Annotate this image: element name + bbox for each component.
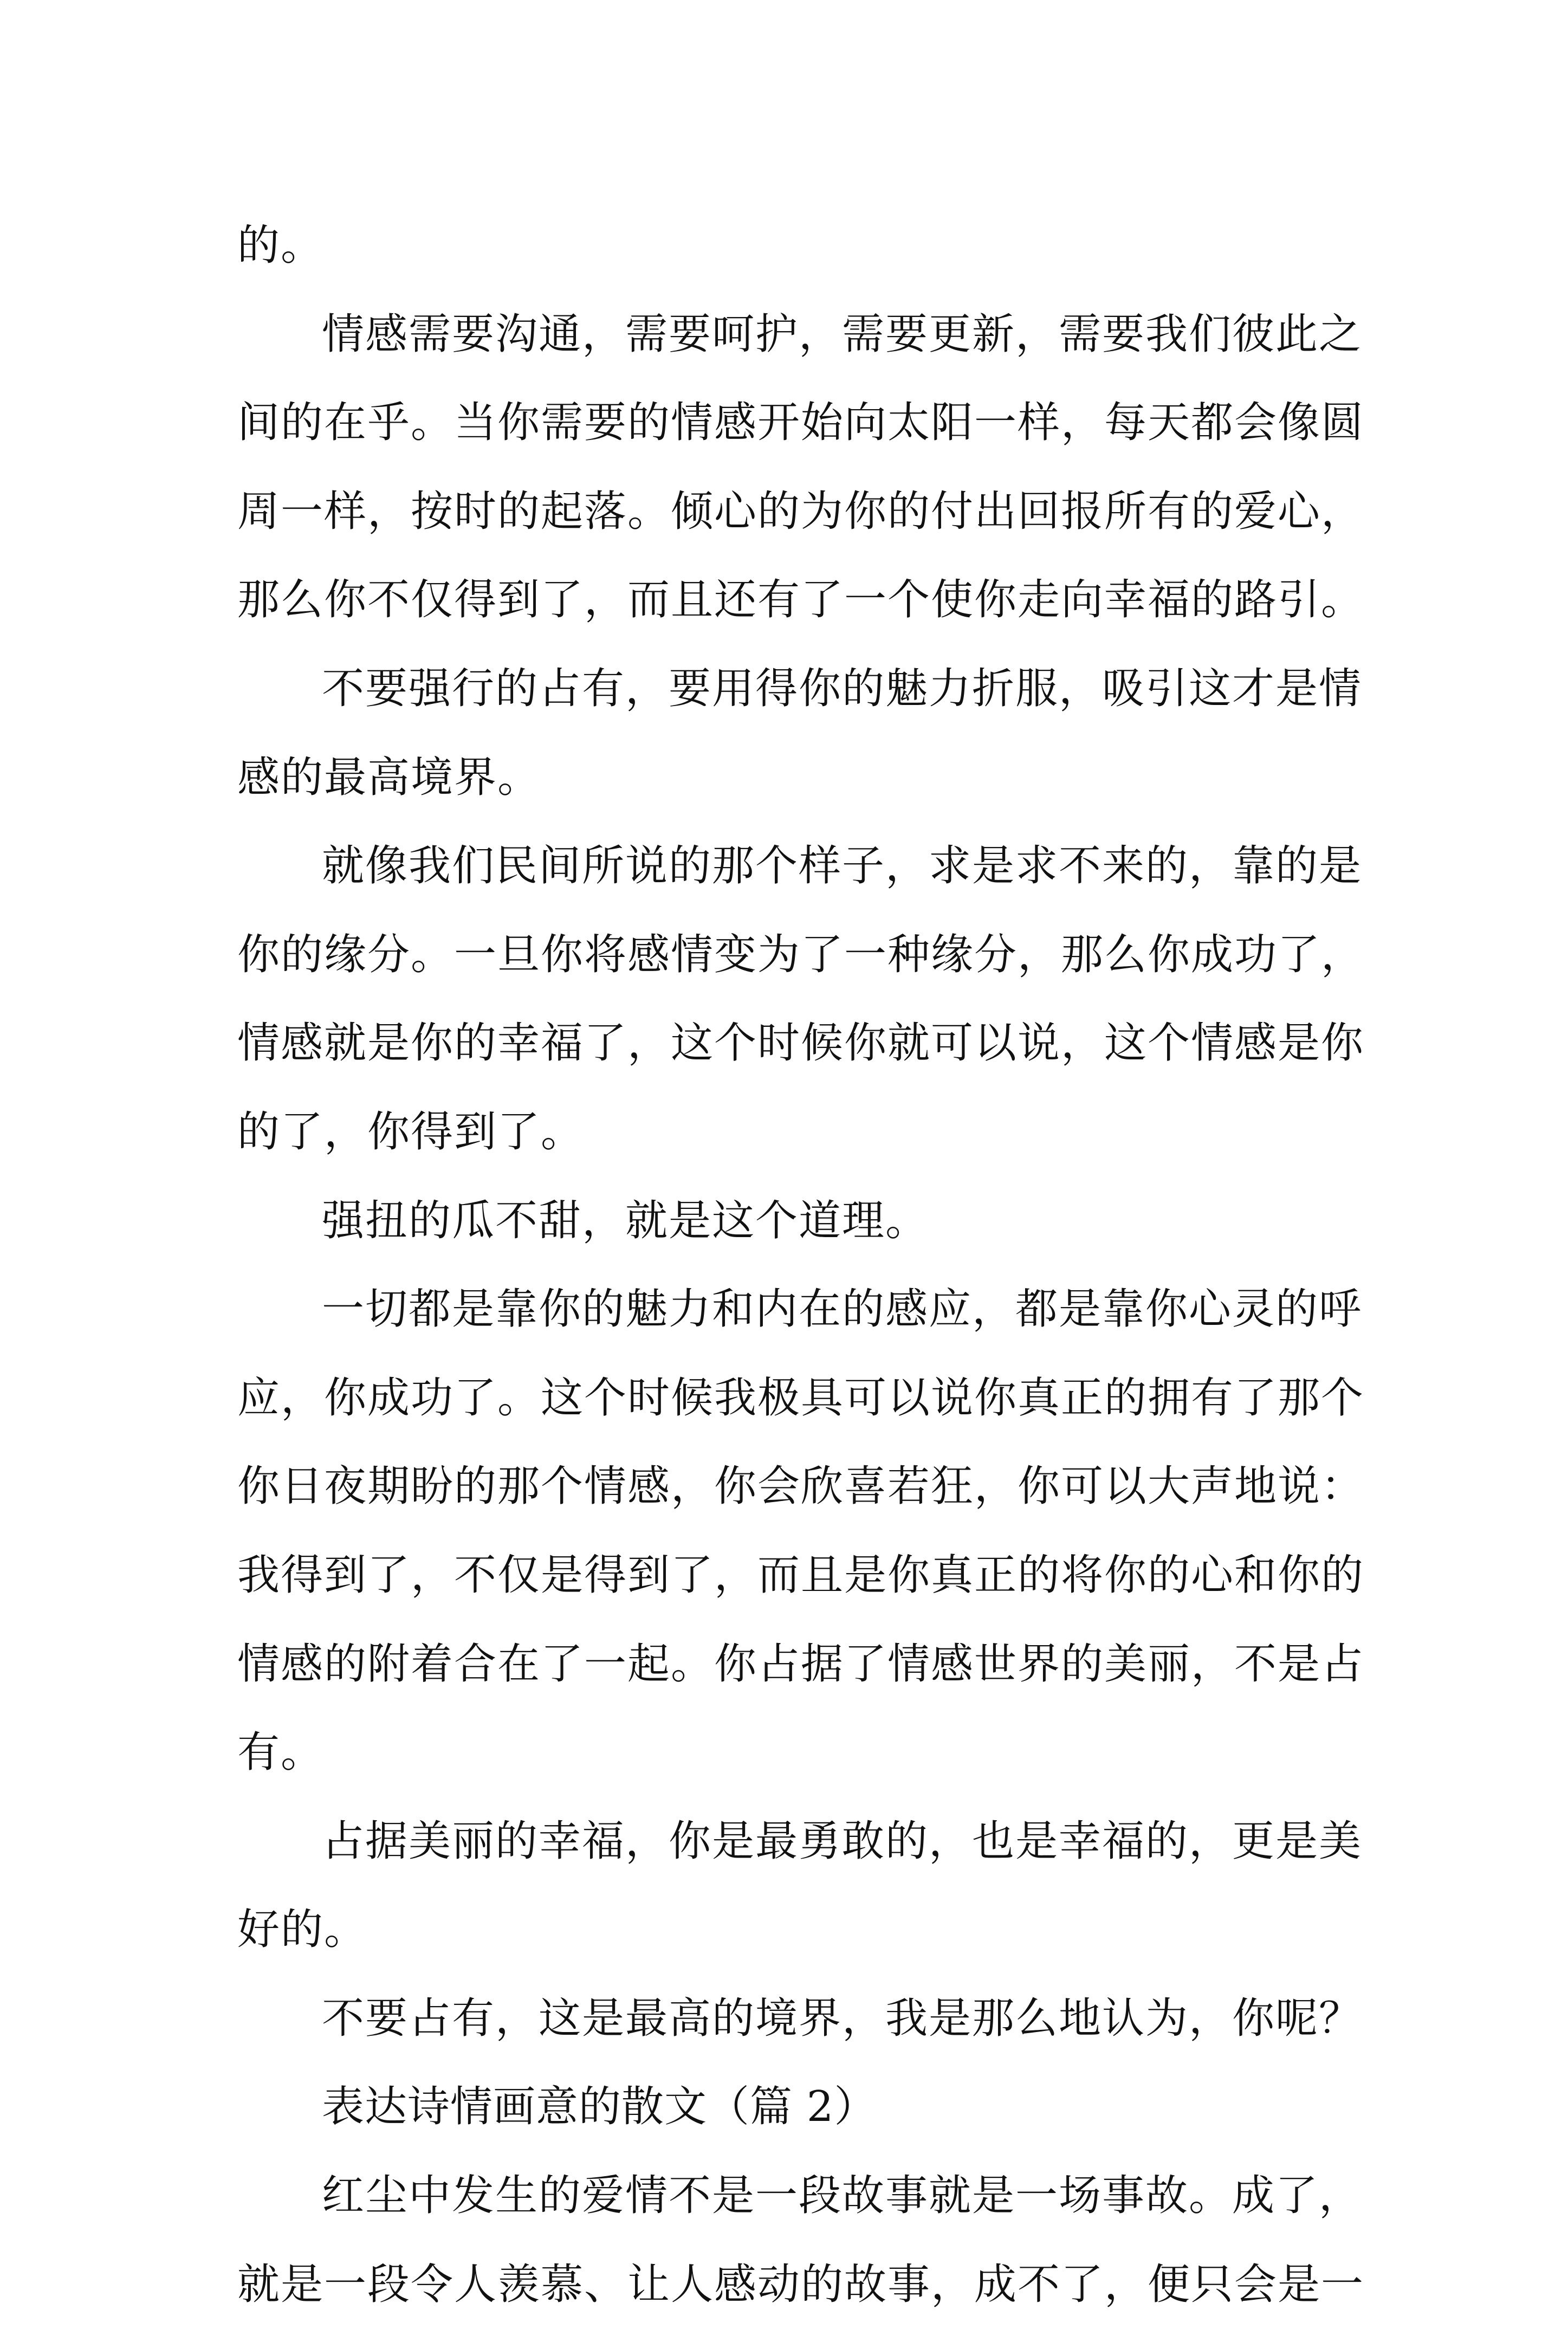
text-line: 好的。 <box>237 1905 368 1955</box>
text-line: 情感就是你的幸福了，这个时候你就可以说，这个情感是你 <box>237 1019 1365 1068</box>
text-line: 我得到了，不仅是得到了，而且是你真正的将你的心和你的 <box>237 1550 1365 1600</box>
text-line: 那么你不仅得到了，而且还有了一个使你走向幸福的路引。 <box>237 575 1365 625</box>
text-line: 的。 <box>237 221 325 270</box>
text-line: 情感需要沟通，需要呵护，需要更新，需要我们彼此之 <box>322 309 1363 359</box>
text-line: 有。 <box>237 1728 325 1777</box>
text-line: 情感的附着合在了一起。你占据了情感世界的美丽，不是占 <box>237 1639 1365 1688</box>
text-line: 红尘中发生的爱情不是一段故事就是一场事故。成了， <box>322 2171 1363 2221</box>
text-line: 你的缘分。一旦你将感情变为了一种缘分，那么你成功了， <box>237 930 1365 979</box>
document-body <box>237 202 1365 2329</box>
text-line: 的了，你得到了。 <box>237 1107 585 1156</box>
text-line: 一切都是靠你的魅力和内在的感应，都是靠你心灵的呼 <box>322 1285 1363 1334</box>
text-line: 不要占有，这是最高的境界，我是那么地认为，你呢？ <box>322 1994 1363 2043</box>
section-heading: 表达诗情画意的散文（篇 2） <box>322 2082 877 2132</box>
text-line: 应，你成功了。这个时候我极具可以说你真正的拥有了那个 <box>237 1373 1365 1422</box>
text-line: 占据美丽的幸福，你是最勇敢的，也是幸福的，更是美 <box>322 1816 1363 1866</box>
text-line: 间的在乎。当你需要的情感开始向太阳一样，每天都会像圆 <box>237 398 1365 448</box>
text-line: 感的最高境界。 <box>237 753 541 802</box>
text-line: 就像我们民间所说的那个样子，求是求不来的，靠的是 <box>322 842 1363 891</box>
text-line: 强扭的瓜不甜，就是这个道理。 <box>322 1196 929 1245</box>
text-line: 就是一段令人羡慕、让人感动的故事，成不了，便只会是一 <box>237 2260 1365 2309</box>
text-line: 你日夜期盼的那个情感，你会欣喜若狂，你可以大声地说： <box>237 1462 1365 1511</box>
text-line: 不要强行的占有，要用得你的魅力折服，吸引这才是情 <box>322 664 1363 713</box>
text-line: 周一样，按时的起落。倾心的为你的付出回报所有的爱心， <box>237 487 1365 536</box>
